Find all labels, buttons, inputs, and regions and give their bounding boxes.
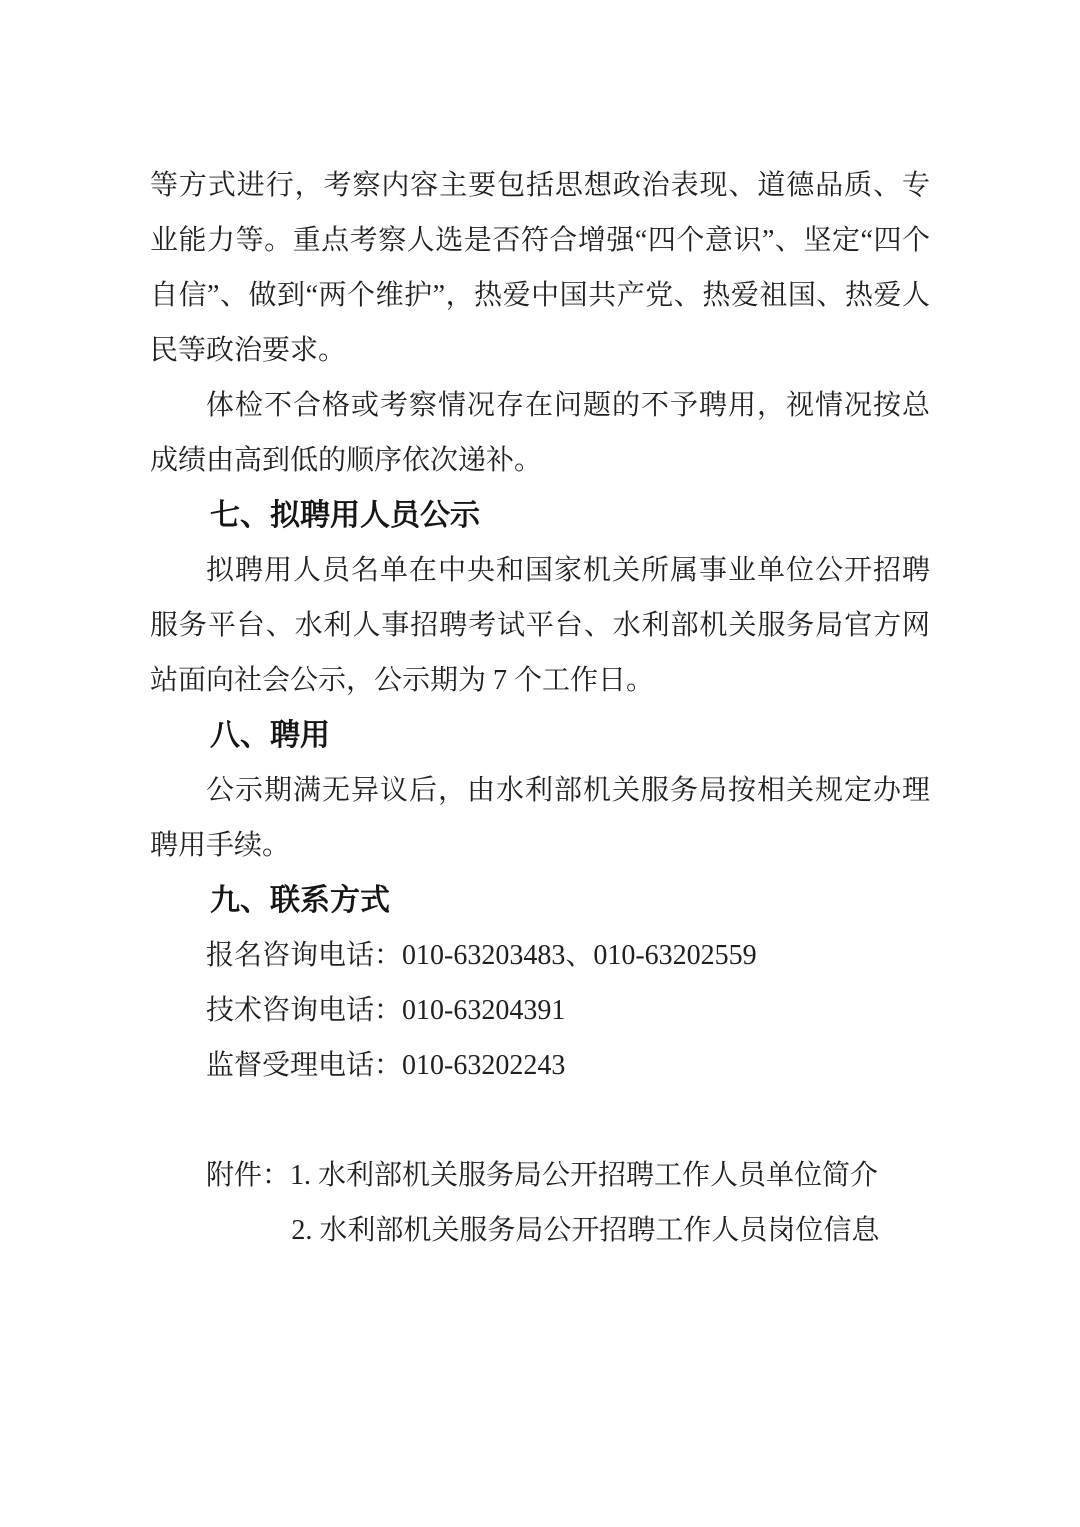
attachments-label: 附件： (206, 1160, 291, 1191)
section-7-heading: 七、拟聘用人员公示 (210, 499, 480, 532)
section-9-heading: 九、联系方式 (210, 884, 390, 917)
contact-supervision-phone: 监督受理电话：010-63202243 (206, 1050, 566, 1081)
attachment-item-1: 1. 水利部机关服务局公开招聘工作人员单位简介 (290, 1160, 879, 1191)
attachments-block (150, 1148, 930, 1258)
section-8-body: 公示期满无异议后，由水利部机关服务局按相关规定办理聘用手续。 (150, 775, 930, 861)
section-8-heading: 八、聘用 (210, 719, 330, 752)
attachment-item-2: 2. 水利部机关服务局公开招聘工作人员岗位信息 (291, 1215, 880, 1246)
section-7-body: 拟聘用人员名单在中央和国家机关所属事业单位公开招聘服务平台、水利人事招聘考试平台、水利部机关服务局官方网站面向社会公示，公示期为 7 个工作日。 (150, 555, 930, 696)
contact-technical-phone: 技术咨询电话：010-63204391 (206, 995, 566, 1026)
paragraph-health-check: 体检不合格或考察情况存在问题的不予聘用，视情况按总成绩由高到低的顺序依次递补。 (150, 390, 930, 476)
contact-registration-phone: 报名咨询电话：010-63203483、010-63202559 (206, 940, 757, 971)
attachment-line-1 (206, 1148, 930, 1203)
paragraph-inspection-continued: 等方式进行，考察内容主要包括思想政治表现、道德品质、专业能力等。重点考察人选是否符合增强“四个意识”、坚定“四个自信”、做到“两个维护”，热爱中国共产党、热爱祖国、热爱人民等政治要求。 (150, 170, 930, 366)
